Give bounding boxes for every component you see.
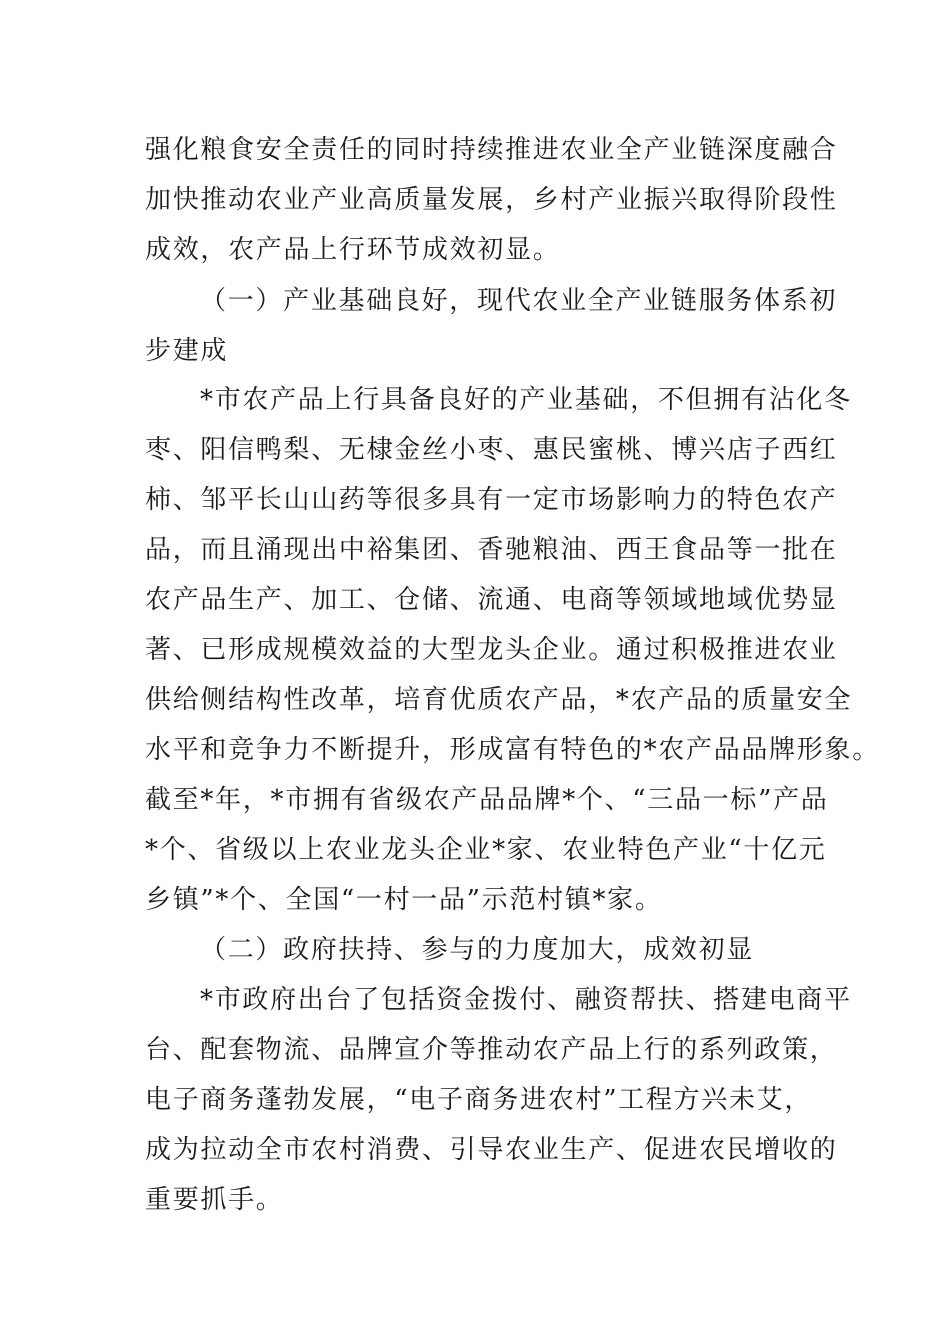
section1-body-line-7: 供给侧结构性改革，培育优质农产品，*农产品的质量安全 bbox=[145, 685, 853, 715]
section1-body-line-10: *个、省级以上农业龙头企业*家、农业特色产业“十亿元 bbox=[145, 835, 827, 865]
section1-body-line-11: 乡镇”*个、全国“一村一品”示范村镇*家。 bbox=[145, 885, 663, 915]
section1-body-line-9: 截至*年，*市拥有省级农产品品牌*个、“三品一标”产品 bbox=[145, 785, 829, 815]
section2-body-line-3: 电子商务蓬勃发展，“电子商务进农村”工程方兴未艾， bbox=[145, 1085, 813, 1115]
section1-body-line-1: *市农产品上行具备良好的产业基础，不但拥有沾化冬 bbox=[200, 385, 852, 415]
section2-body-line-1: *市政府出台了包括资金拨付、融资帮扶、搭建电商平 bbox=[200, 985, 852, 1015]
section1-heading-line-1: （一）产业基础良好，现代农业全产业链服务体系初 bbox=[200, 286, 838, 316]
section1-body-line-5: 农产品生产、加工、仓储、流通、电商等领域地域优势显 bbox=[145, 585, 838, 615]
section2-heading: （二）政府扶持、参与的力度加大，成效初显 bbox=[200, 935, 755, 965]
intro-line-1: 强化粮食安全责任的同时持续推进农业全产业链深度融合 bbox=[145, 135, 838, 165]
section1-body-line-4: 品，而且涌现出中裕集团、香驰粮油、西王食品等一批在 bbox=[145, 535, 838, 565]
section2-body-line-4: 成为拉动全市农村消费、引导农业生产、促进农民增收的 bbox=[145, 1135, 838, 1165]
section1-body-line-6: 著、已形成规模效益的大型龙头企业。通过积极推进农业 bbox=[145, 635, 838, 665]
section1-body-line-3: 柿、邹平长山山药等很多具有一定市场影响力的特色农产 bbox=[145, 485, 838, 515]
intro-line-3: 成效，农产品上行环节成效初显。 bbox=[145, 235, 561, 265]
intro-line-2: 加快推动农业产业高质量发展，乡村产业振兴取得阶段性 bbox=[145, 185, 838, 215]
section1-body-line-8: 水平和竞争力不断提升，形成富有特色的*农产品品牌形象。 bbox=[145, 735, 880, 765]
section2-body-line-2: 台、配套物流、品牌宣介等推动农产品上行的系列政策， bbox=[145, 1035, 838, 1065]
section2-body-line-5: 重要抓手。 bbox=[145, 1185, 284, 1215]
section1-body-line-2: 枣、阳信鸭梨、无棣金丝小枣、惠民蜜桃、博兴店子西红 bbox=[145, 435, 838, 465]
section1-heading-line-2: 步建成 bbox=[145, 336, 229, 366]
